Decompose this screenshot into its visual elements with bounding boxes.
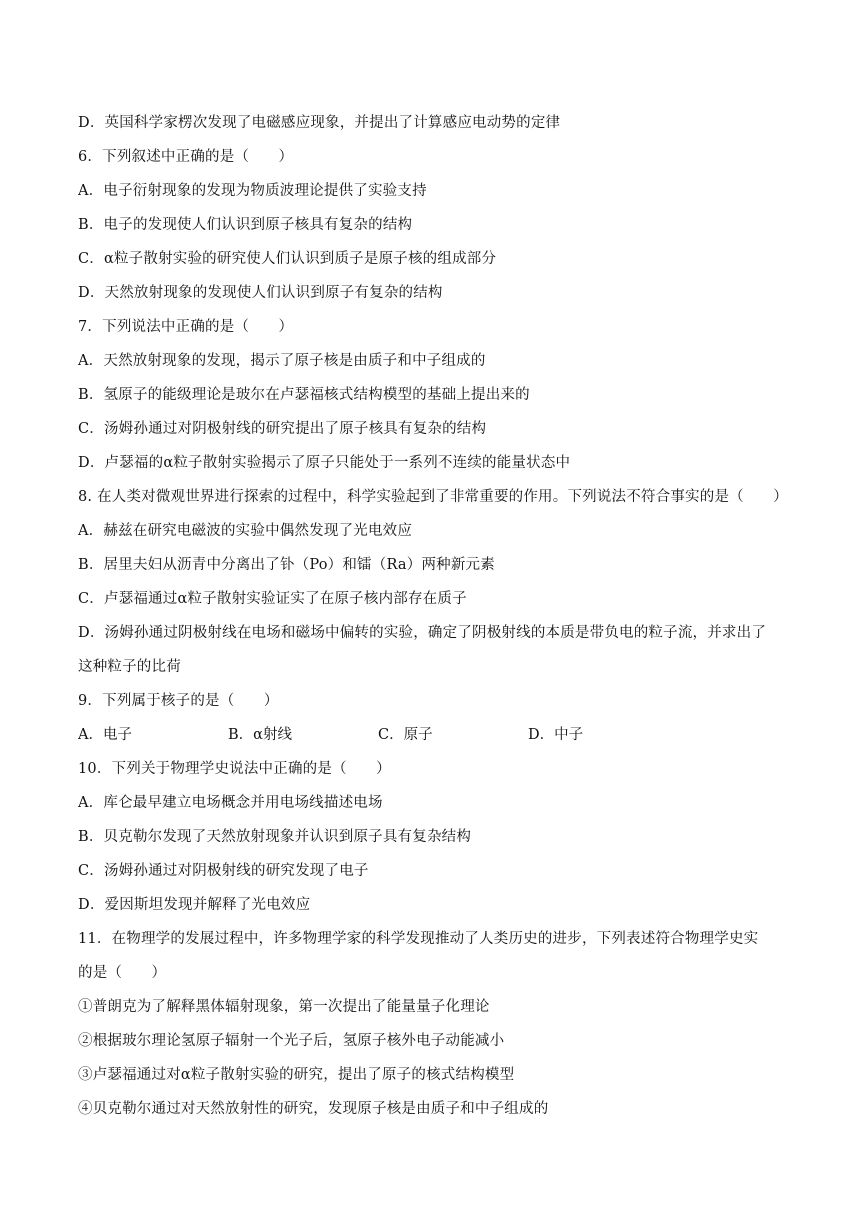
q9-stem: 9．下列属于核子的是（ ）: [78, 693, 279, 709]
q9-option-d: D．中子: [528, 727, 584, 743]
q7-option-d: D．卢瑟福的α粒子散射实验揭示了原子只能处于一系列不连续的能量状态中: [78, 455, 571, 471]
q6-option-a: A．电子衍射现象的发现为物质波理论提供了实验支持: [78, 183, 427, 199]
q8-stem: 8. 在人类对微观世界进行探索的过程中，科学实验起到了非常重要的作用。下列说法不符合事实的是（ ）: [78, 489, 788, 505]
q6-option-d: D．天然放射现象的发现使人们认识到原子有复杂的结构: [78, 285, 443, 301]
q9-options: [78, 718, 790, 752]
q8-option-d-line-2: 这种粒子的比荷: [78, 659, 181, 675]
q10-option-c: C．汤姆孙通过对阴极射线的研究发现了电子: [78, 863, 369, 879]
q7-option-c: C．汤姆孙通过对阴极射线的研究提出了原子核具有复杂的结构: [78, 421, 487, 437]
q11-statement-4: ④贝克勒尔通过对天然放射性的研究，发现原子核是由质子和中子组成的: [78, 1101, 549, 1117]
q5-option-d: D．英国科学家楞次发现了电磁感应现象，并提出了计算感应电动势的定律: [78, 115, 561, 131]
q10-option-b: B．贝克勒尔发现了天然放射现象并认识到原子具有复杂结构: [78, 829, 472, 845]
q11-statement-1: ①普朗克为了解释黑体辐射现象，第一次提出了能量量子化理论: [78, 999, 490, 1015]
q8-option-d-line-1: D．汤姆孙通过阴极射线在电场和磁场中偏转的实验，确定了阴极射线的本质是带负电的粒子流，并求出了: [78, 625, 767, 641]
q8-option-b: B．居里夫妇从沥青中分离出了钋（Po）和镭（Ra）两种新元素: [78, 557, 495, 573]
q8-option-c: C．卢瑟福通过α粒子散射实验证实了在原子核内部存在质子: [78, 591, 467, 607]
q7-option-b: B．氢原子的能级理论是玻尔在卢瑟福核式结构模型的基础上提出来的: [78, 387, 530, 403]
q11-stem-line-1: 11．在物理学的发展过程中，许多物理学家的科学发现推动了人类历史的进步，下列表述符合物理学史实: [78, 931, 759, 947]
q10-stem: 10．下列关于物理学史说法中正确的是（ ）: [78, 761, 391, 777]
q7-option-a: A．天然放射现象的发现，揭示了原子核是由质子和中子组成的: [78, 353, 486, 369]
q10-option-a: A．库仑最早建立电场概念并用电场线描述电场: [78, 795, 383, 811]
q7-stem: 7．下列说法中正确的是（ ）: [78, 319, 294, 335]
q11-stem-line-2: 的是（ ）: [78, 965, 167, 981]
q9-option-a: A．电子: [78, 727, 132, 743]
q8-option-a: A．赫兹在研究电磁波的实验中偶然发现了光电效应: [78, 523, 413, 539]
q6-option-c: C．α粒子散射实验的研究使人们认识到质子是原子核的组成部分: [78, 251, 497, 267]
q11-statement-2: ②根据玻尔理论氢原子辐射一个光子后，氢原子核外电子动能减小: [78, 1033, 505, 1049]
q10-option-d: D．爱因斯坦发现并解释了光电效应: [78, 897, 311, 913]
q9-option-b: B．α射线: [228, 727, 292, 743]
q6-stem: 6．下列叙述中正确的是（ ）: [78, 149, 294, 165]
question-content: [78, 106, 790, 1126]
q9-option-c: C．原子: [378, 727, 433, 743]
q6-option-b: B．电子的发现使人们认识到原子核具有复杂的结构: [78, 217, 413, 233]
q11-statement-3: ③卢瑟福通过对α粒子散射实验的研究，提出了原子的核式结构模型: [78, 1067, 515, 1083]
